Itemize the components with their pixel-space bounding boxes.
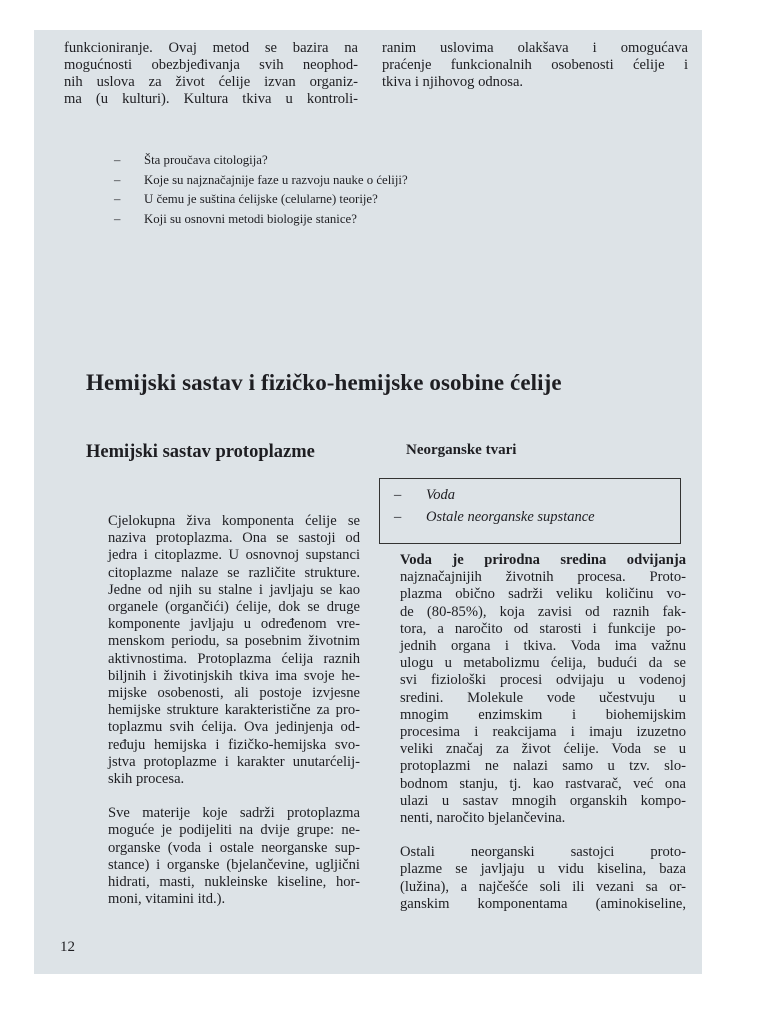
- intro-right-column: [382, 40, 688, 91]
- paragraph-protoplasm: [88, 513, 360, 788]
- text-line: mogućnosti obezbjeđivanja svih neophod-: [64, 57, 358, 73]
- paragraph-groups: [88, 805, 360, 908]
- text-line: praćenje funkcionalnih osobenosti ćelije i: [382, 57, 688, 73]
- box-item: [394, 484, 680, 506]
- text-line: de (80-85%), koja zavisi od raznih fak-: [400, 603, 686, 620]
- dash-marker: –: [114, 172, 121, 187]
- box-item-text: Voda: [426, 487, 455, 503]
- dash-marker: –: [394, 487, 402, 503]
- text-line: organele (organčići) ćelije, dok se druge: [108, 599, 360, 616]
- text-line: ulogu u metabolizmu ćelija, budući da se: [400, 655, 686, 672]
- page-number: 12: [60, 939, 75, 955]
- text-line: hidrati, masti, nukleinske kiseline, hor-: [108, 874, 360, 891]
- question-item: [114, 151, 574, 171]
- text-line: nih uslova za život ćelije izvan organiz-: [64, 74, 358, 90]
- text-line: jstva protoplazme i karakter unutarćelij-: [108, 753, 360, 770]
- text-line: ređuju hemijska i fizičko-hemijska svo-: [108, 736, 360, 753]
- text-line: skih procesa.: [108, 771, 185, 788]
- text-line: plazma obično sadrži veliku količinu vo-: [400, 586, 686, 603]
- section-subtitle: Hemijski sastav protoplazme: [86, 442, 315, 462]
- text-line: svi fiziološki procesi odvijaju u vodenoj: [400, 672, 686, 689]
- paragraph-other-inorganic: [380, 844, 686, 913]
- dash-marker: –: [114, 192, 121, 206]
- text-line: mijske osobenosti, ali postoje izvjesne: [108, 685, 360, 702]
- text-line: (lužina), a najčešće soli ili vezani sa or-: [400, 878, 686, 895]
- question-item: [114, 171, 574, 191]
- right-body-column: [380, 552, 686, 930]
- text-line: bodnom stanju, tj. kao rastvarač, već ona: [400, 775, 686, 792]
- text-line: ganskim komponentama (aminokiseline,: [400, 895, 686, 912]
- text-line: veliki značaj za život ćelije. Voda se u: [400, 741, 686, 758]
- dash-marker: –: [114, 153, 121, 167]
- text-line: biljnih i životinjskih tkiva ima svoje he-: [108, 667, 360, 684]
- question-text: Koje su najznačajnije faze u razvoju nauke o ćeliji?: [144, 172, 408, 187]
- text-line: komponente javljaju u određenom vre-: [108, 616, 360, 633]
- dash-marker: –: [114, 211, 121, 226]
- inorganic-heading: Neorganske tvari: [406, 442, 517, 458]
- left-body-column: [88, 513, 360, 925]
- inorganic-box: [379, 478, 681, 544]
- review-questions: [114, 151, 574, 229]
- text-line: protoplazmi ne nalazi samo u tzv. slo-: [400, 758, 686, 775]
- text-line: plazme se javljaju u vidu kiselina, baza: [400, 861, 686, 878]
- chapter-title: Hemijski sastav i fizičko-hemijske osobine ćelije: [86, 370, 562, 395]
- text-line: ranim uslovima olakšava i omogućava: [382, 40, 688, 56]
- text-line: menskom periodu, sa posebnim životnim: [108, 633, 360, 650]
- box-item: [394, 506, 680, 528]
- text-line: najznačajnijih životnih procesa. Proto-: [400, 569, 686, 586]
- text-line: jedra i citoplazme. U osnovnoj supstanci: [108, 547, 360, 564]
- text-line: Ostali neorganski sastojci proto-: [400, 844, 686, 861]
- text-line: tora, a naročito od starosti i funkcije po-: [400, 620, 686, 637]
- question-item: [114, 210, 574, 230]
- paragraph-water: [380, 552, 686, 827]
- text-line: organske (voda i ostale neorganske sup-: [108, 839, 360, 856]
- text-line: Jedne od njih su stalne i javljaju se kao: [108, 581, 360, 598]
- question-text: U čemu je suština ćelijske (celularne) teorije?: [144, 192, 378, 206]
- text-line: toplazmu svih ćelija. Ova jedinjenja od-: [108, 719, 360, 736]
- dash-marker: –: [394, 509, 402, 525]
- text-line: aktivnostima. Protoplazma ćelija raznih: [108, 650, 360, 667]
- text-line: citoplazme nalaze se različite strukture.: [108, 564, 360, 581]
- text-line: nenti, naročito bjelančevina.: [400, 810, 566, 827]
- text-line: funkcioniranje. Ovaj metod se bazira na: [64, 40, 358, 56]
- text-line: moni, vitamini itd.).: [108, 891, 226, 908]
- text-line: ulazi u sastav mnogih organskih kompo-: [400, 792, 686, 809]
- text-line: Sve materije koje sadrži protoplazma: [108, 805, 360, 822]
- text-line: hemijske strukture karakteristične za pro-: [108, 702, 360, 719]
- text-line: procesima i reakcijama i imaju izuzetno: [400, 724, 686, 741]
- text-line: sredini. Molekule vode učestvuju u: [400, 689, 686, 706]
- text-line: tkiva i njihovog odnosa.: [382, 74, 524, 90]
- text-line: Cjelokupna živa komponenta ćelije se: [108, 513, 360, 529]
- intro-left-column: [64, 40, 358, 108]
- text-line: moguće je podijeliti na dvije grupe: ne-: [108, 822, 360, 839]
- text-line: jednih organa i tkiva. Voda ima važnu: [400, 638, 686, 655]
- text-line: stance) i organske (bjelančevine, ugljični: [108, 856, 360, 873]
- text-line: mnogim enzimskim i biohemijskim: [400, 706, 686, 723]
- question-text: Koji su osnovni metodi biologije stanice?: [144, 211, 357, 226]
- box-item-text: Ostale neorganske supstance: [426, 509, 595, 525]
- question-item: [114, 190, 574, 210]
- text-line: naziva protoplazma. Ona se sastoji od: [108, 530, 360, 547]
- book-page: [34, 30, 702, 974]
- text-line: Voda je prirodna sredina odvijanja: [400, 552, 686, 568]
- text-line: ma (u kulturi). Kultura tkiva u kontroli-: [64, 91, 358, 107]
- question-text: Šta proučava citologija?: [144, 153, 268, 167]
